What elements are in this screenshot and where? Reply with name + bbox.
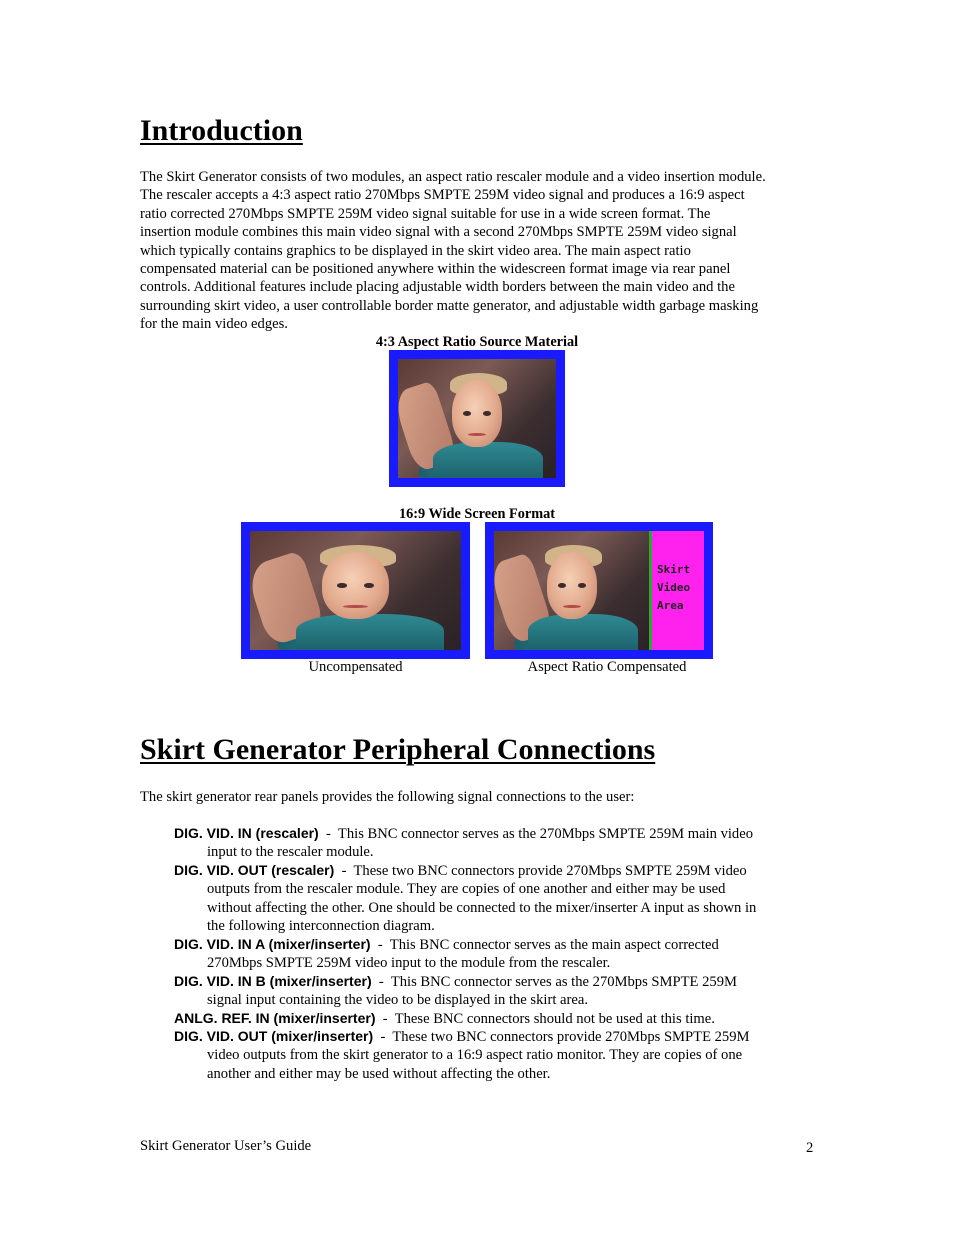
- intro-line: insertion module combines this main video signal with a second 270Mbps SMPTE 259M video signal: [140, 224, 737, 241]
- connection-term: DIG. VID. OUT (rescaler): [174, 862, 335, 878]
- connection-term: DIG. VID. IN B (mixer/inserter): [174, 973, 372, 989]
- figure-caption-16-9: 16:9 Wide Screen Format: [398, 506, 556, 522]
- skirt-text-line: Skirt: [657, 563, 691, 576]
- uncompensated-video-frame: [241, 522, 470, 659]
- intro-line: ratio corrected 270Mbps SMPTE 259M video signal suitable for use in a wide screen format. The: [140, 205, 711, 222]
- connection-desc: These two BNC connectors provide 270Mbps SMPTE 259M: [392, 1029, 750, 1045]
- intro-line: for the main video edges.: [140, 316, 288, 333]
- connection-term: ANLG. REF. IN (mixer/inserter): [174, 1010, 376, 1026]
- connections-heading: Skirt Generator Peripheral Connections: [140, 733, 656, 766]
- connection-item: DIG. VID. IN (rescaler) - This BNC connector serves as the 270Mbps SMPTE 259M main video input to the rescaler module.: [174, 824, 814, 862]
- intro-line: which typically contains graphics to be displayed in the skirt video area. The main aspect ratio: [140, 242, 691, 259]
- connection-desc: This BNC connector serves as the 270Mbps SMPTE 259M: [390, 974, 737, 990]
- connection-item: ANLG. REF. IN (mixer/inserter) - These BNC connectors should not be used at this time.: [174, 1010, 715, 1027]
- skirt-video-area: [649, 531, 704, 650]
- connection-term: DIG. VID. IN (rescaler): [174, 825, 319, 841]
- connection-item: DIG. VID. IN A (mixer/inserter) - This BNC connector serves as the main aspect corrected 270Mbps SMPTE 259M video input to the module from the rescaler.: [174, 935, 814, 973]
- connection-desc: These BNC connectors should not be used at this time.: [394, 1011, 715, 1027]
- intro-heading: Introduction: [140, 114, 303, 147]
- compensated-label: Aspect Ratio Compensated: [527, 659, 687, 675]
- connections-intro: The skirt generator rear panels provides the following signal connections to the user:: [140, 789, 635, 805]
- intro-line: controls. Additional features include placing adjustable width borders between the main video and the: [140, 279, 735, 296]
- child-photo-image: [398, 359, 556, 478]
- intro-line: surrounding skirt video, a user controllable border matte generator, and adjustable width garbage masking: [140, 297, 759, 314]
- source-video-frame: [389, 350, 565, 487]
- connection-desc-line: without affecting the other. One should be connected to the mixer/inserter A input as shown in: [207, 899, 757, 916]
- connection-item: DIG. VID. OUT (mixer/inserter) - These two BNC connectors provide 270Mbps SMPTE 259M video outputs from the skirt generator to a 16:9 aspect ratio monitor. They are copies of one another and either may be used without affecting the other.: [174, 1027, 814, 1083]
- intro-line: The rescaler accepts a 4:3 aspect ratio 270Mbps SMPTE 259M video signal and produces a 16:9 aspect: [140, 187, 745, 204]
- intro-paragraph: [140, 168, 830, 334]
- compensated-video-frame: [485, 522, 713, 659]
- connection-desc-line: 270Mbps SMPTE 259M video input to the module from the rescaler.: [207, 955, 611, 972]
- uncompensated-label: Uncompensated: [308, 659, 403, 675]
- connection-desc: This BNC connector serves as the main aspect corrected: [389, 937, 719, 953]
- stretched-child-photo-image: [250, 531, 461, 650]
- skirt-text-line: Video: [657, 581, 691, 594]
- skirt-text-line: Area: [657, 599, 684, 612]
- connection-desc-line: signal input containing the video to be displayed in the skirt area.: [207, 992, 588, 1009]
- connection-desc: This BNC connector serves as the 270Mbps SMPTE 259M main video: [337, 826, 753, 842]
- connection-desc-line: video outputs from the skirt generator to a 16:9 aspect ratio monitor. They are copies of one: [207, 1047, 743, 1064]
- connection-item: DIG. VID. IN B (mixer/inserter) - This BNC connector serves as the 270Mbps SMPTE 259M signal input containing the video to be displayed in the skirt area.: [174, 972, 814, 1010]
- footer-title: Skirt Generator User’s Guide: [140, 1138, 312, 1154]
- connection-desc-line: outputs from the rescaler module. They are copies of one another and either may be used: [207, 881, 726, 898]
- figure-caption-4-3: 4:3 Aspect Ratio Source Material: [375, 334, 579, 350]
- connection-desc-line: another and either may be used without affecting the other.: [207, 1065, 551, 1082]
- connection-item: DIG. VID. OUT (rescaler) - These two BNC connectors provide 270Mbps SMPTE 259M video outputs from the rescaler module. They are copies of one another and either may be used without affecting the other. One should be connected to the mixer/inserter A input as shown in the following interconnection diagram.: [174, 861, 814, 936]
- connection-term: DIG. VID. OUT (mixer/inserter): [174, 1028, 374, 1044]
- connection-desc-line: the following interconnection diagram.: [207, 918, 435, 935]
- connection-term: DIG. VID. IN A (mixer/inserter): [174, 936, 371, 952]
- intro-line: The Skirt Generator consists of two modules, an aspect ratio rescaler module and a video insertion module.: [140, 169, 766, 185]
- connection-desc-line: input to the rescaler module.: [207, 844, 374, 861]
- compensated-child-photo-image: [494, 531, 650, 650]
- connection-desc: These two BNC connectors provide 270Mbps SMPTE 259M video: [353, 863, 747, 879]
- page-number: 2: [806, 1140, 814, 1156]
- intro-line: compensated material can be positioned anywhere within the widescreen format image via rear panel: [140, 261, 731, 278]
